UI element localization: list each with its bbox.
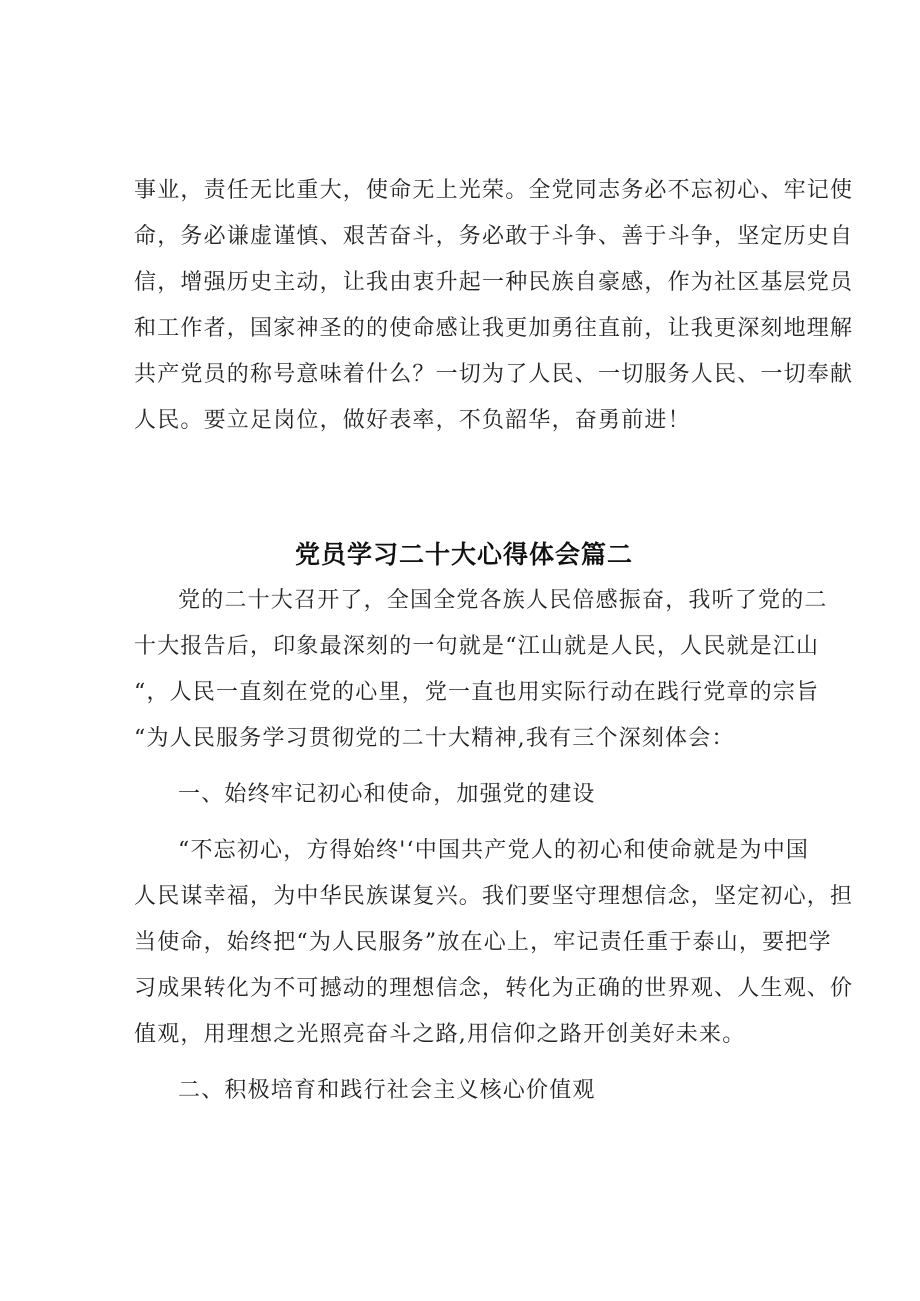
body-line: 命，务必谦虚谨慎、艰苦奋斗，务必敢于斗争、善于斗争，坚定历史自 [134,224,854,249]
section-title: 党员学习二十大心得体会篇二 [294,540,633,569]
intro-line: “，人民一直刻在党的心里，党一直也用实际行动在践行党章的宗旨 [134,680,820,705]
subheading-1: 一、始终牢记初心和使命，加强党的建设 [178,782,596,807]
body-line: 共产党员的称号意味着什么？一切为了人民、一切服务人民、一切奉献 [134,362,854,387]
document-body [134,168,854,1114]
body-line: 人民。要立足岗位，做好表率，不负韶华，奋勇前进！ [134,408,691,433]
paragraph-line: 人民谋幸福，为中华民族谋复兴。我们要坚守理想信念，坚定初心，担 [134,884,854,909]
intro-line: 党的二十大召开了，全国全党各族人民倍感振奋，我听了党的二 [178,588,828,613]
paragraph-line: 习成果转化为不可撼动的理想信念，转化为正确的世界观、人生观、价 [134,976,854,1001]
subheading-2: 二、积极培育和践行社会主义核心价值观 [178,1078,596,1103]
body-line: 事业，责任无比重大，使命无上光荣。全党同志务必不忘初心、牢记使 [134,178,854,203]
paragraph-line: “不忘初心，方得始终'‘中国共产党人的初心和使命就是为中国 [178,838,810,863]
section-gap [134,444,794,532]
intro-line: “为人民服务学习贯彻党的二十大精神,我有三个深刻体会： [134,726,735,751]
body-line: 和工作者，国家神圣的的使命感让我更加勇往直前，让我更深刻地理解 [134,316,854,341]
paragraph-line: 值观，用理想之光照亮奋斗之路,用信仰之路开创美好未来。 [134,1022,746,1047]
intro-line: 十大报告后，印象最深刻的一句就是“江山就是人民，人民就是江山 [134,634,820,659]
paragraph-line: 当使命，始终把“为人民服务”放在心上，牢记责任重于泰山，要把学 [134,930,832,955]
body-line: 信，增强历史主动，让我由衷升起一种民族自豪感，作为社区基层党员 [134,270,854,295]
